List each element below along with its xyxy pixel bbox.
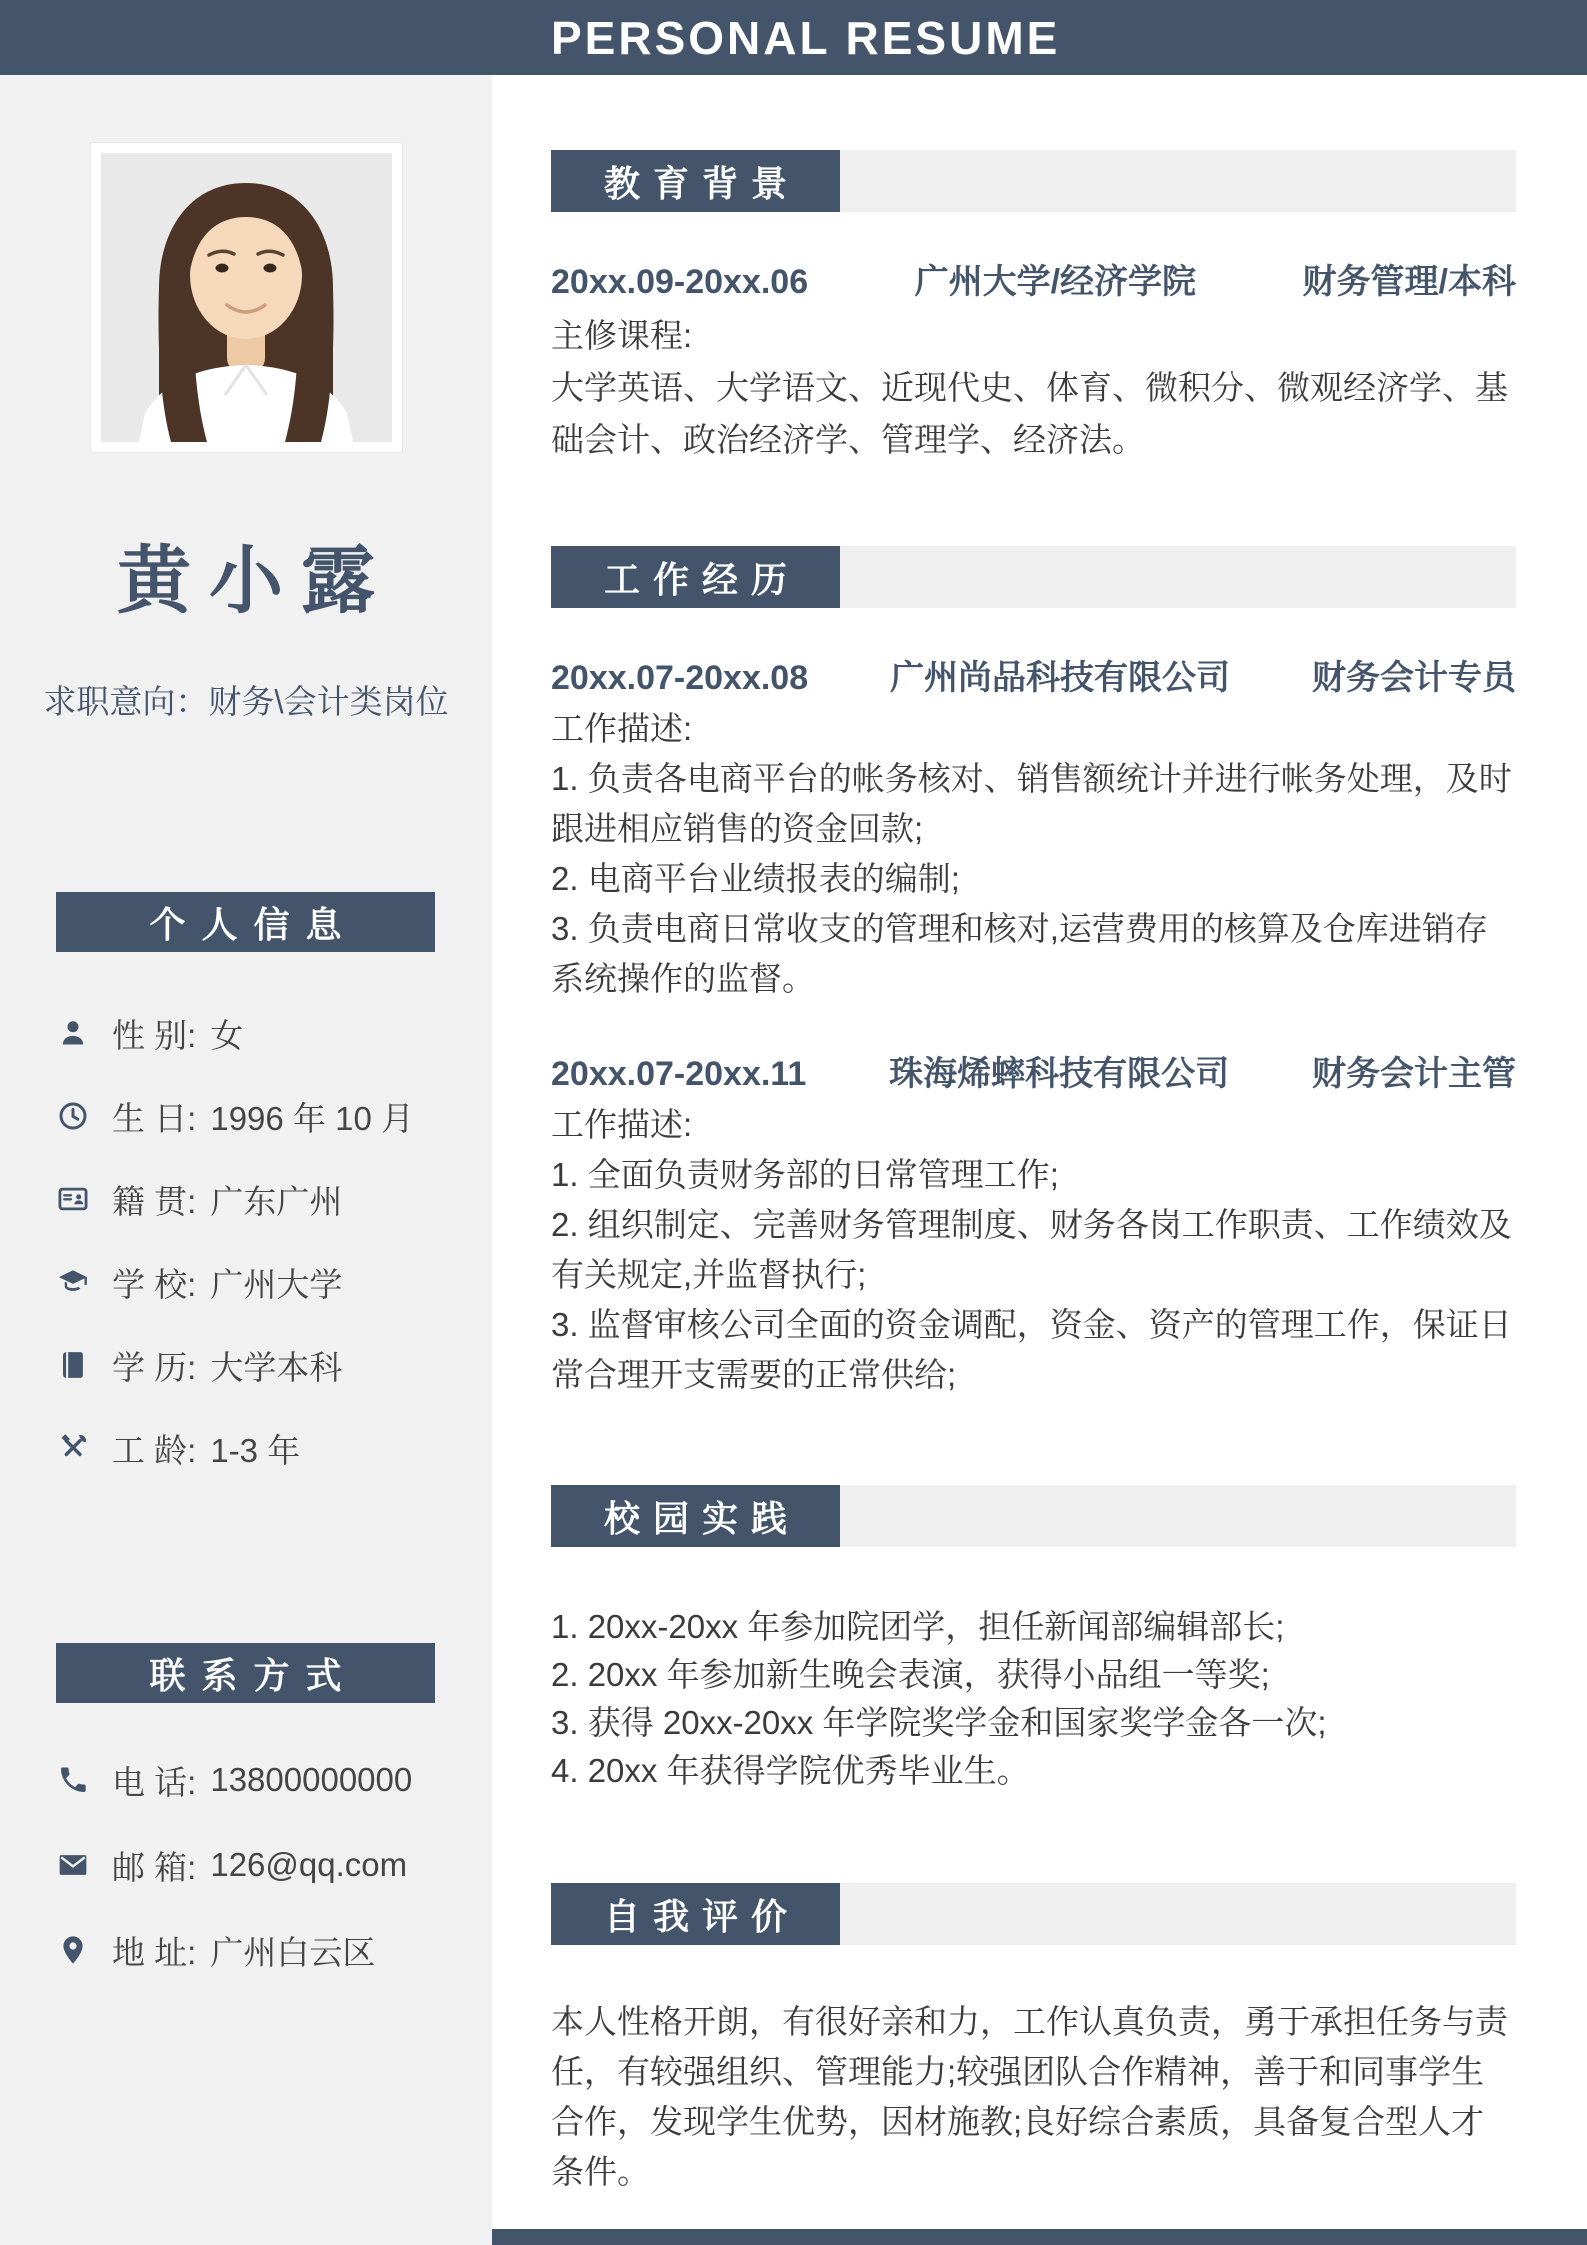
- section-title-campus: 校园实践: [551, 1485, 840, 1547]
- work-description-item: 3. 监督审核公司全面的资金调配，资金、资产的管理工作，保证日常合理开支需要的正常供给;: [551, 1306, 1512, 1393]
- campus-practice-list: [551, 1603, 1516, 1795]
- list-item-birthday: 生 日: 1996 年 10 月: [56, 1095, 492, 1137]
- work-entry-2: [551, 1052, 1516, 1400]
- section-title-education: 教育背景: [551, 150, 840, 212]
- list-item-email: 邮 箱: 126@qq.com: [56, 1844, 492, 1886]
- page-title: PERSONAL RESUME: [551, 11, 1061, 64]
- profile-photo: [91, 143, 402, 452]
- list-item-degree: 学 历: 大学本科: [56, 1344, 492, 1386]
- list-item-native-place: 籍 贯: 广东广州: [56, 1178, 492, 1220]
- portrait-photo-image: [101, 153, 392, 442]
- education-courses: 大学英语、大学语文、近现代史、体育、微积分、微观经济学、基础会计、政治经济学、管理学、经济法。: [551, 369, 1508, 458]
- education-lead: 主修课程:: [551, 317, 693, 354]
- work-title: 财务会计主管: [1312, 1055, 1516, 1093]
- campus-item: 4. 20xx 年获得学院优秀毕业生。: [551, 1752, 1030, 1789]
- campus-item: 2. 20xx 年参加新生晚会表演，获得小品组一等奖;: [551, 1656, 1270, 1693]
- self-evaluation-text: 本人性格开朗，有很好亲和力，工作认真负责，勇于承担任务与责任，有较强组织、管理能力;较强团队合作精神，善于和同事学生合作，发现学生优势，因材施教;良好综合素质，具备复合型人才条件。: [551, 2003, 1508, 2190]
- work-description-lead: 工作描述:: [551, 710, 693, 747]
- section-self-evaluation: [551, 1883, 1516, 2197]
- envelope-icon: [56, 1848, 90, 1882]
- person-icon: [56, 1016, 90, 1050]
- education-date: 20xx.09-20xx.06: [551, 263, 809, 301]
- list-item-phone: 电 话: 13800000000: [56, 1759, 492, 1801]
- job-objective: 求职意向：财务\会计类岗位: [43, 683, 449, 720]
- personal-info-list: [0, 1012, 492, 1469]
- work-description-item: 2. 组织制定、完善财务管理制度、财务各岗工作职责、工作绩效及有关规定,并监督执行;: [551, 1206, 1512, 1293]
- contact-list: [0, 1759, 492, 1971]
- work-entry-header: [551, 1052, 1516, 1096]
- section-header-rule: [840, 546, 1516, 608]
- education-degree: 财务管理/本科: [1302, 263, 1516, 301]
- campus-item: 1. 20xx-20xx 年参加院团学，担任新闻部编辑部长;: [551, 1608, 1285, 1645]
- list-item-gender: 性 别: 女: [56, 1012, 492, 1054]
- work-date: 20xx.07-20xx.11: [551, 1055, 807, 1093]
- sidebar-section-title-personal-info: 个人信息: [56, 892, 435, 952]
- work-entry-header: [551, 656, 1516, 700]
- education-entry-header: [551, 260, 1516, 304]
- id-card-icon: [56, 1182, 90, 1216]
- campus-item: 3. 获得 20xx-20xx 年学院奖学金和国家奖学金各一次;: [551, 1704, 1327, 1741]
- list-item-school: 学 校: 广州大学: [56, 1261, 492, 1303]
- section-work-experience: [551, 546, 1516, 1400]
- book-icon: [56, 1348, 90, 1382]
- graduation-cap-icon: [56, 1265, 90, 1299]
- section-campus-practice: [551, 1485, 1516, 1795]
- phone-icon: [56, 1763, 90, 1797]
- work-description-item: 2. 电商平台业绩报表的编制;: [551, 860, 960, 897]
- sidebar: [0, 75, 492, 2245]
- work-title: 财务会计专员: [1312, 659, 1516, 697]
- list-item-address: 地 址: 广州白云区: [56, 1929, 492, 1971]
- work-description-lead: 工作描述:: [551, 1106, 693, 1143]
- tools-icon: [56, 1431, 90, 1465]
- work-entry-1: [551, 656, 1516, 1004]
- section-education: [551, 150, 1516, 466]
- candidate-name: 黄小露: [117, 539, 393, 622]
- section-header-self-evaluation: [551, 1883, 1516, 1945]
- section-header-rule: [840, 150, 1516, 212]
- section-header-rule: [840, 1485, 1516, 1547]
- footer-accent-bar: [492, 2229, 1587, 2245]
- section-header-rule: [840, 1883, 1516, 1945]
- section-title-work: 工作经历: [551, 546, 840, 608]
- clock-icon: [56, 1099, 90, 1133]
- list-item-work-years: 工 龄: 1-3 年: [56, 1427, 492, 1469]
- work-date: 20xx.07-20xx.08: [551, 659, 809, 697]
- education-school: 广州大学/经济学院: [914, 263, 1197, 301]
- section-header-education: [551, 150, 1516, 212]
- main-content: [551, 75, 1516, 2197]
- work-company: 珠海烯蟀科技有限公司: [889, 1055, 1230, 1093]
- section-header-work: [551, 546, 1516, 608]
- top-banner: [0, 0, 1587, 75]
- map-pin-icon: [56, 1933, 90, 1967]
- section-title-self-evaluation: 自我评价: [551, 1883, 840, 1945]
- section-header-campus: [551, 1485, 1516, 1547]
- sidebar-section-title-contact: 联系方式: [56, 1643, 435, 1703]
- work-description-item: 1. 负责各电商平台的帐务核对、销售额统计并进行帐务处理，及时跟进相应销售的资金回款;: [551, 760, 1512, 847]
- work-description-item: 1. 全面负责财务部的日常管理工作;: [551, 1156, 1059, 1193]
- work-description-item: 3. 负责电商日常收支的管理和核对,运营费用的核算及仓库进销存系统操作的监督。: [551, 910, 1488, 997]
- work-company: 广州尚品科技有限公司: [890, 659, 1231, 697]
